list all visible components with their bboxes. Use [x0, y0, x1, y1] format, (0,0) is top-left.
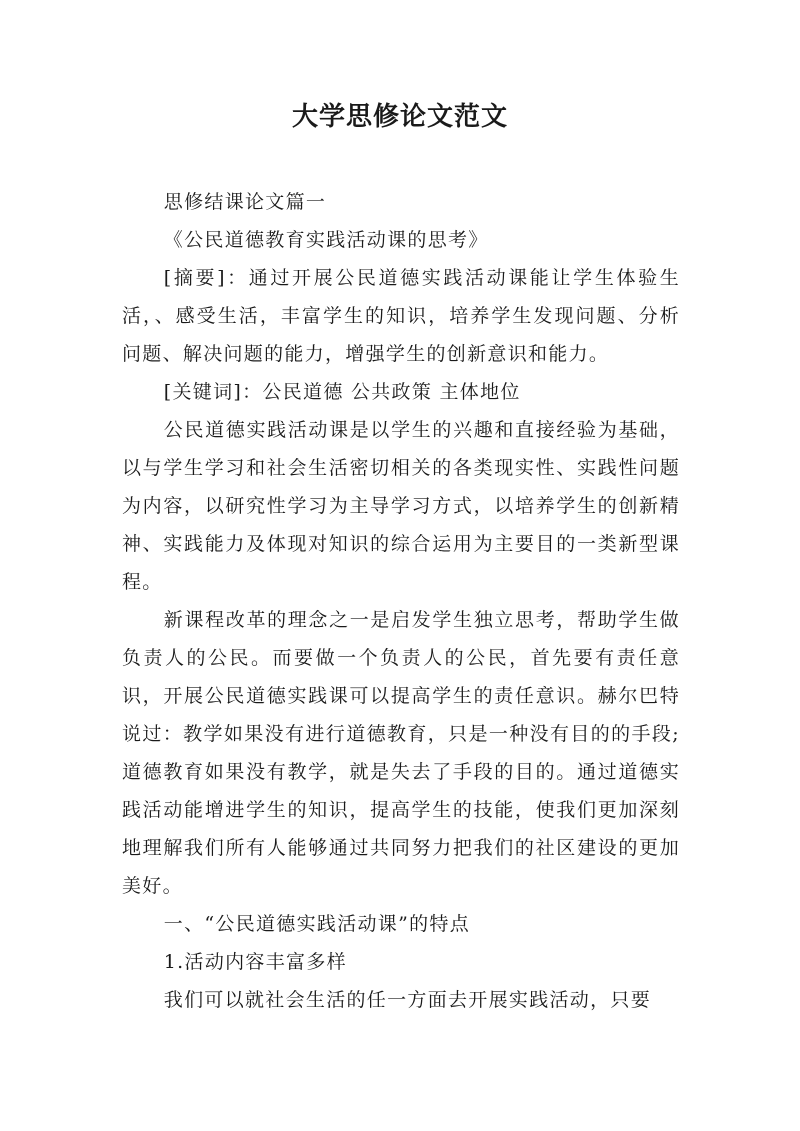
keywords-paragraph: [关键词]：公民道德 公共政策 主体地位: [163, 381, 521, 403]
body-paragraph: 我们可以就社会生活的任一方面去开展实践活动，只要: [163, 989, 651, 1011]
document-title: 大学思修论文范文: [291, 102, 508, 132]
subsection-heading: 一、“公民道德实践活动课”的特点: [163, 913, 471, 935]
body-paragraph: 新课程改革的理念之一是启发学生独立思考，帮助学生做负责人的公民。而要做一个负责人的公民，首先要有责任意识，开展公民道德实践课可以提高学生的责任意识。赫尔巴特说过：教学如果没有进行道德教育，只是一种没有目的的手段;道德教育如果没有教学，就是失去了手段的目的。通过道德实践活动能增进学生的知识，提高学生的技能，使我们更加深刻地理解我们所有人能够通过共同努力把我们的社区建设的更加美好。: [122, 609, 680, 897]
paper-title: 《公民道德教育实践活动课的思考》: [163, 229, 489, 251]
sub-subsection-heading: 1.活动内容丰富多样: [163, 951, 347, 973]
body-paragraph: 公民道德实践活动课是以学生的兴趣和直接经验为基础，以与学生学习和社会生活密切相关的各类现实性、实践性问题为内容，以研究性学习为主导学习方式，以培养学生的创新精神、实践能力及体现对知识的综合运用为主要目的一类新型课程。: [122, 419, 680, 593]
section-heading: 思修结课论文篇一: [163, 191, 327, 213]
abstract-paragraph: [摘要]：通过开展公民道德实践活动课能让学生体验生活，、感受生活，丰富学生的知识，培养学生发现问题、分析问题、解决问题的能力，增强学生的创新意识和能力。: [122, 267, 680, 365]
document-body: [122, 183, 680, 1019]
